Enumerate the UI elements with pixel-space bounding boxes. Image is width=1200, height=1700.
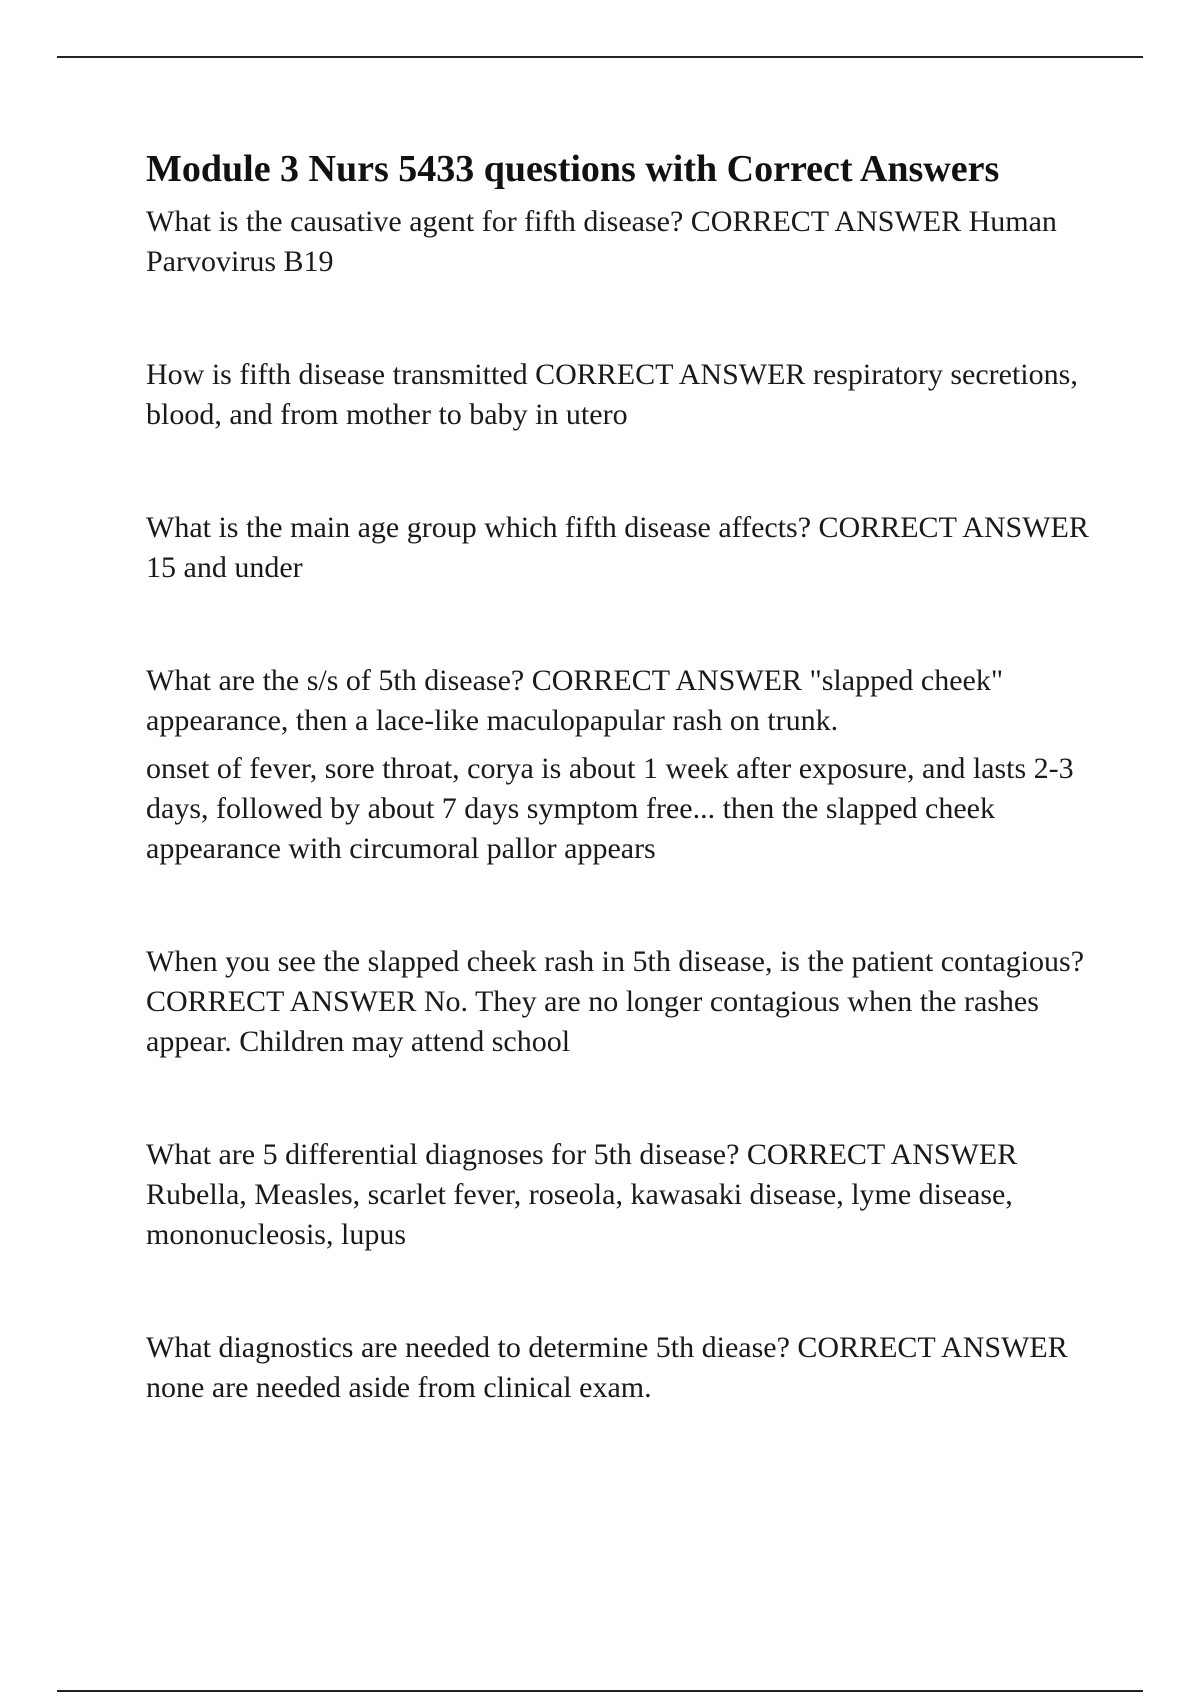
- qa-item-diagnostics: What diagnostics are needed to determine 5th diease? CORRECT ANSWER none are needed aside from clinical exam.: [146, 1331, 1068, 1404]
- qa-item-symptom-timeline: onset of fever, sore throat, corya is about 1 week after exposure, and lasts 2-3 days, followed by about 7 days symptom free... then the slapped cheek appearance with circumoral pallor appears: [146, 752, 1074, 865]
- qa-item-contagious: When you see the slapped cheek rash in 5th disease, is the patient contagious? CORRECT ANSWER No. They are no longer contagious when the rashes appear. Children may attend school: [146, 945, 1085, 1058]
- document-body: [146, 144, 1106, 1408]
- footer-rule: [57, 1690, 1143, 1692]
- qa-item-transmission: How is fifth disease transmitted CORRECT ANSWER respiratory secretions, blood, and from mother to baby in utero: [146, 358, 1078, 431]
- qa-item-signs-symptoms: What are the s/s of 5th disease? CORRECT ANSWER "slapped cheek" appearance, then a lace-like maculopapular rash on trunk.: [146, 664, 1004, 737]
- document-title: Module 3 Nurs 5433 questions with Correct Answers: [146, 148, 1000, 190]
- qa-item-causative-agent: What is the causative agent for fifth disease? CORRECT ANSWER Human Parvovirus B19: [146, 205, 1057, 278]
- qa-item-age-group: What is the main age group which fifth disease affects? CORRECT ANSWER 15 and under: [146, 511, 1089, 584]
- header-rule: [57, 56, 1143, 58]
- qa-item-differential-diagnoses: What are 5 differential diagnoses for 5th disease? CORRECT ANSWER Rubella, Measles, scarlet fever, roseola, kawasaki disease, lyme disease, mononucleosis, lupus: [146, 1138, 1018, 1251]
